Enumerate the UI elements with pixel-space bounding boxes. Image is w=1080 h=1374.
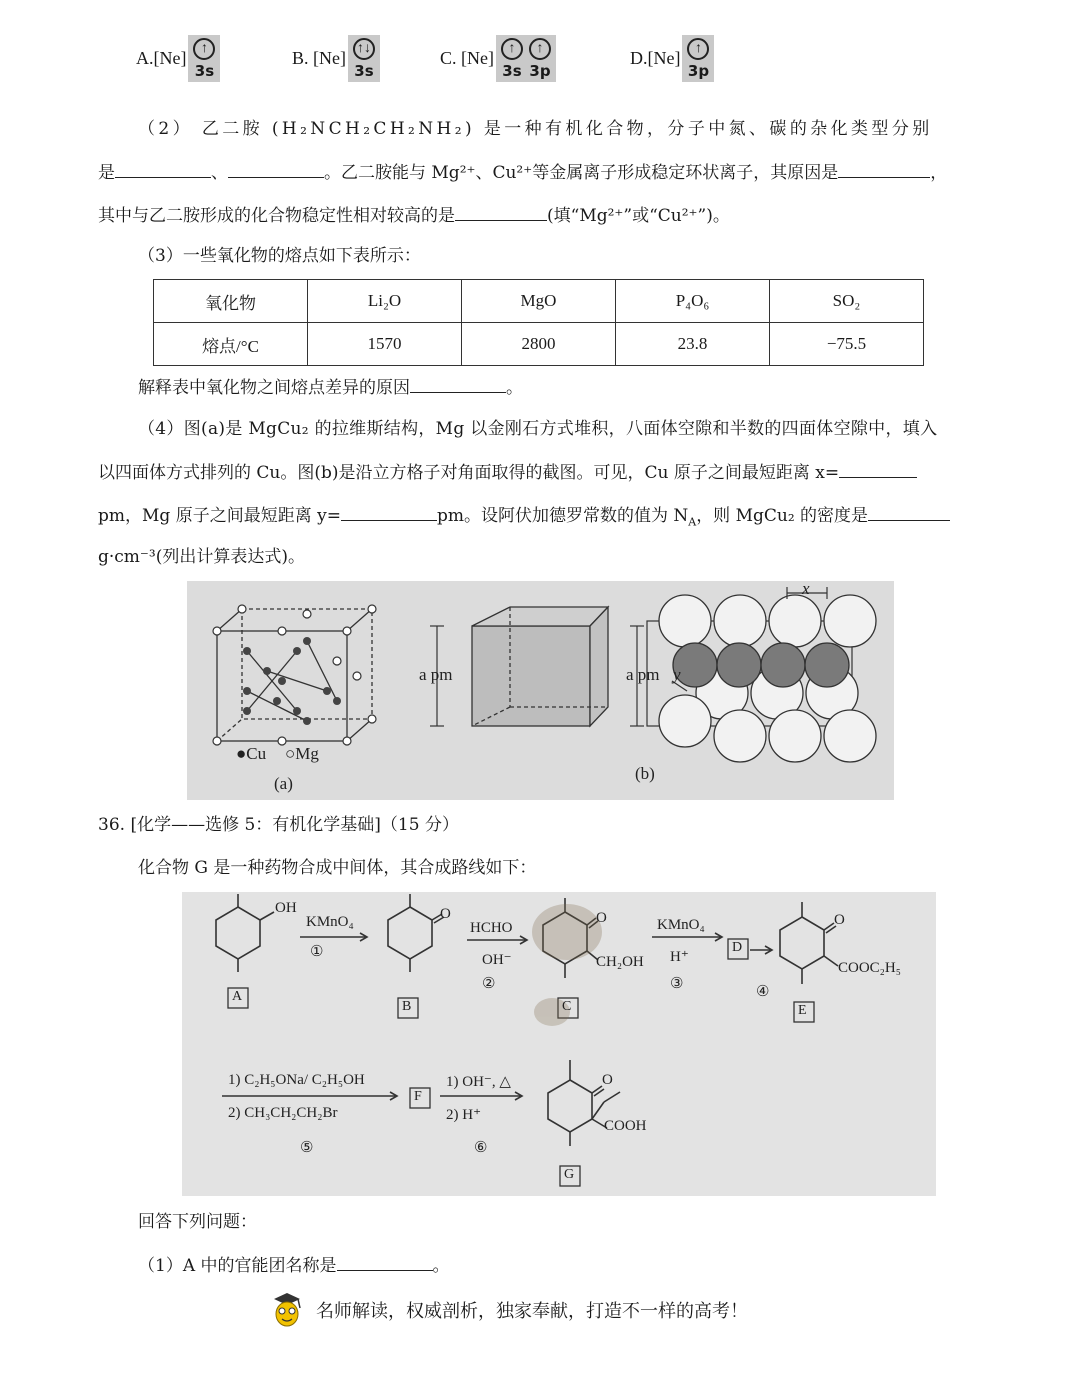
label-b: (b) [635,764,655,783]
orbital-box: ↑ [193,38,215,60]
reagent-3b: H⁺ [670,949,689,965]
cooet-label: COOC₂H₅ [838,960,901,976]
o-label: O [602,1072,613,1088]
orbital-box: ↑↓ [353,38,375,60]
box-f: F [414,1089,422,1104]
laves-structure-figure [187,581,894,800]
step-5: ⑤ [300,1140,314,1156]
answer-blank[interactable] [410,374,506,393]
legend-cu: ●Cu [236,744,267,763]
footer-banner [270,1290,748,1330]
legend-mg: ○Mg [285,744,319,763]
q4-line2: 以四面体方式排列的 Cu。图(b)是沿立方格子对角面取得的截图。可见，Cu 原子之间最短距离 x= [98,459,983,485]
crystal-structure-drawing [187,581,894,800]
orbital-diagram: ↑↓ 3s [348,35,380,82]
option-c: C. [Ne] ↑ 3s ↑ 3p [440,35,556,82]
orbital-box: ↑ [687,38,709,60]
cooh-label: COOH [604,1118,647,1134]
answer-blank[interactable] [115,159,211,178]
q3-intro: （3）一些氧化物的熔点如下表所示： [138,246,421,266]
q2-line1: （2） 乙二胺 (H₂NCH₂CH₂NH₂) 是一种有机化合物，分子中氮、碳的杂化类型分别 [138,119,933,139]
q2-line2: 是 、 。乙二胺能与 Mg²⁺、Cu²⁺等金属离子形成稳定环状离子，其原因是 ， [98,159,983,185]
box-c: C [562,999,572,1014]
answer-blank[interactable] [455,202,547,221]
box-g: G [564,1167,575,1182]
o-label: O [596,910,607,926]
step-2: ② [482,976,496,992]
o-label: O [440,906,451,922]
oh-label: OH [275,900,297,916]
table-cell: MgO [462,280,616,323]
q1-line: （1）A 中的官能团名称是 。 [138,1252,1023,1278]
orbital-box: ↑ [501,38,523,60]
y-label: y [673,665,681,684]
table-cell: Li₂O [308,280,462,323]
answer-blank[interactable] [341,502,437,521]
answer-blank[interactable] [337,1252,433,1271]
table-header-row [154,280,924,323]
reagent-2b: OH⁻ [482,952,512,968]
table-row [154,323,924,366]
reagent-5a: 1) C₂H₅ONa/ C₂H₅OH [228,1072,365,1088]
footer-text: 名师解读，权威剖析，独家奉献，打造不一样的高考！ [316,1301,748,1322]
orbital-diagram: ↑ 3p [682,35,714,82]
box-d: D [732,940,743,955]
box-e: E [798,1003,807,1018]
table-cell: −75.5 [770,323,924,366]
step-6: ⑥ [474,1140,488,1156]
table-cell: 2800 [462,323,616,366]
table-cell: P₄O₆ [616,280,770,323]
table-cell: SO₂ [770,280,924,323]
box-a: A [232,989,243,1004]
q36-title: 36. [化学——选修 5：有机化学基础]（15 分） [98,815,459,835]
reagent-1: KMnO₄ [306,914,354,930]
synthesis-route-figure [182,892,936,1196]
q3-explain: 解释表中氧化物之间熔点差异的原因 。 [138,374,1023,400]
step-1: ① [310,944,324,960]
q4-line3: pm，Mg 原子之间最短距离 y= pm。设阿伏加德罗常数的值为 $N_A$，则 MgCu₂ 的密度是 [98,502,983,534]
reagent-6b: 2) H⁺ [446,1107,481,1123]
step-3: ③ [670,976,684,992]
option-d: D.[Ne] ↑ 3p [630,35,714,82]
table-cell: 1570 [308,323,462,366]
ch2oh-label: CH₂OH [596,954,644,970]
apm-label: a pm [626,665,660,684]
q2-line3: 其中与乙二胺形成的化合物稳定性相对较高的是 (填“Mg²⁺”或“Cu²⁺”)。 [98,202,983,228]
orbital-box: ↑ [529,38,551,60]
answer-blank[interactable] [228,159,324,178]
reagent-6a: 1) OH⁻, △ [446,1074,511,1090]
reagent-2a: HCHO [470,920,513,936]
q4-line1: （4）图(a)是 MgCu₂ 的拉维斯结构，Mg 以金刚石方式堆积，八面体空隙和半数的四面体空隙中，填入 [138,419,938,439]
answer-blank[interactable] [839,459,917,478]
melting-point-table [153,279,924,366]
orbital-diagram: ↑ 3s ↑ 3p [496,35,556,82]
answer-blank[interactable] [838,159,930,178]
x-label: x [802,579,810,598]
step-4: ④ [756,984,770,1000]
option-b: B. [Ne] ↑↓ 3s [292,35,380,82]
table-cell: 23.8 [616,323,770,366]
q36-intro: 化合物 G 是一种药物合成中间体，其合成路线如下： [138,858,537,878]
answer-intro: 回答下列问题： [138,1212,257,1232]
answer-blank[interactable] [868,502,950,521]
o-label: O [834,912,845,928]
table-cell: 氧化物 [154,280,308,323]
synthesis-scheme-drawing [182,892,936,1196]
table-cell: 熔点/°C [154,323,308,366]
orbital-diagram: ↑ 3s [188,35,220,82]
box-b: B [402,999,412,1014]
mascot-icon [270,1290,304,1330]
label-a: (a) [274,774,293,793]
reagent-3a: KMnO₄ [657,917,705,933]
reagent-5b: 2) CH₃CH₂CH₂Br [228,1105,338,1121]
apm-label: a pm [419,665,453,684]
q4-line4: g·cm⁻³(列出计算表达式)。 [98,547,305,567]
option-a: A.[Ne] ↑ 3s [136,35,220,82]
